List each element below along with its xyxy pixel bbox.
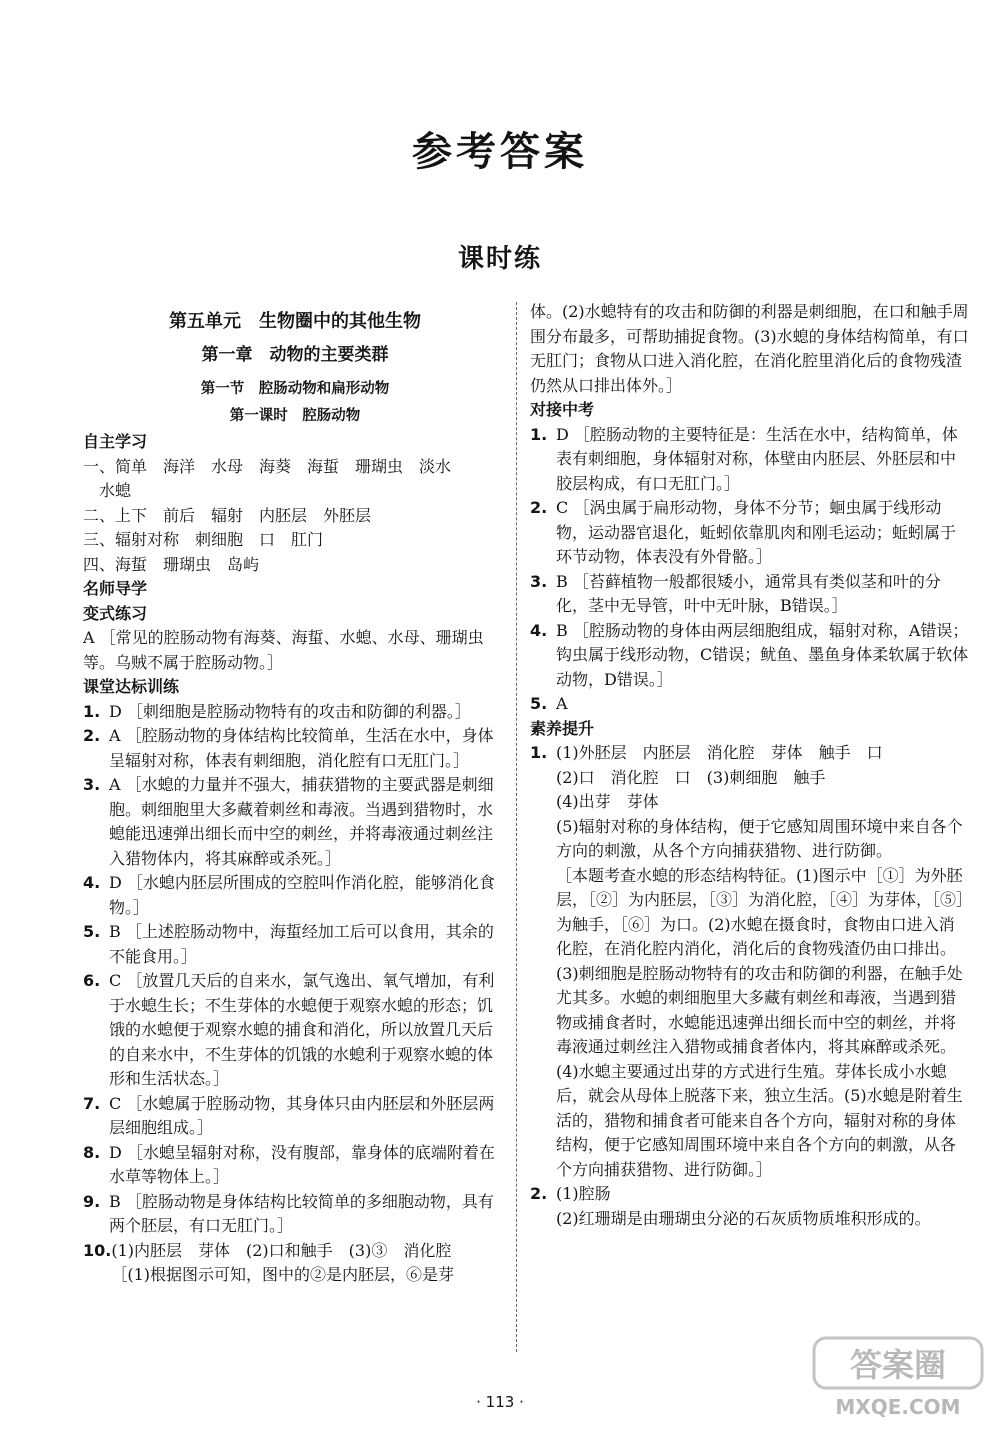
page-title: 参考答案 [412, 129, 588, 175]
answer-number: 5. [83, 922, 101, 941]
zizhu-line: 一、简单 海洋 水母 海葵 海蜇 珊瑚虫 淡水 水螅 [83, 456, 452, 500]
answer-number: 8. [83, 1142, 101, 1162]
lesson-heading: 第一课时 腔肠动物 [229, 407, 361, 424]
answer-text: B ［苔藓植物一般都很矮小，通常具有类似茎和叶的分化，茎中无导管，叶中无叶脉，B错误。］ [556, 571, 941, 615]
answer-number: 7. [83, 1093, 101, 1113]
mingshi-heading: 名师导学 [83, 579, 148, 598]
answer-number: 1. [83, 701, 101, 721]
answer-text: (1)外胚层 内胚层 消化腔 芽体 触手 口 (2)口 消化腔 口 (3)刺细胞 触手 (4)出芽 芽体 (5)辐射对称的身体结构，便于它感知周围环境中来自各个方向的刺激，从各个方向捕获猎物、进行防御。 ［本题考查水螅的形态结构特征。(1)图示中［①］为外胚层，［②］为内胚层，［③］为消化腔，［④］为芽体，［⑤］为触手，［⑥］为口。(2)水螅在摄食时，食物由口进入消化腔，在消化腔内消化，消化后的食物残渣仍由口排出。(3)刺细胞是腔肠动物特有的攻击和防御的利器，在触手处尤其多。水螅的刺细胞里大多藏有刺丝和毒液，当遇到猎物或捕食者时，水螅能迅速弹出细长而中空的刺丝，并将毒液通过刺丝注入猎物或捕食者体内，将其麻醉或杀死。(4)水螅主要通过出芽的方式进行生殖。芽体长成小水螅后，就会从母体上脱落下来，独立生活。(5)水螅是附着生活的，猎物和捕食者可能来自各个方向，辐射对称的身体结构，便于它感知周围环境中来自各个方向的刺激，从各个方向捕获猎物、进行防御。］ [556, 743, 965, 1179]
answer-number: 1. [530, 424, 548, 444]
answer-text: D ［水螅内胚层所围成的空腔叫作消化腔，能够消化食物。］ [109, 873, 495, 917]
answer-text: D ［水螅呈辐射对称，没有腹部，靠身体的底端附着在水草等物体上。］ [109, 1142, 495, 1186]
duijie-heading: 对接中考 [530, 400, 595, 419]
answer-item [530, 1182, 970, 1231]
answer-number: 10. [83, 1240, 112, 1260]
answer-item [83, 700, 507, 725]
answer-item [83, 871, 507, 920]
answer-text: C ［放置几天后的自来水，氯气逸出、氧气增加，有利于水螅生长；不生芽体的水螅便于观察水螅的形态；饥饿的水螅便于观察水螅的捕食和消化，所以放置几天后的自来水中，不生芽体的饥饿的水螅利于观察水螅的体形和生活状态。］ [109, 971, 495, 1088]
section-heading: 第一节 腔肠动物和扁形动物 [200, 381, 390, 397]
answer-text: (1)内胚层 芽体 (2)口和触手 (3)③ 消化腔 ［(1)根据图示可知，图中的②是内胚层，⑥是芽 [111, 1240, 455, 1284]
left-column [83, 300, 507, 1288]
answer-item [530, 619, 970, 693]
answer-number: 3. [83, 775, 101, 794]
zizhu-heading: 自主学习 [83, 432, 148, 451]
answer-number: 3. [530, 571, 548, 591]
answer-number: 4. [530, 620, 548, 640]
answer-text: D ［刺细胞是腔肠动物特有的攻击和防御的利器。］ [109, 701, 471, 721]
answer-text: D ［腔肠动物的主要特征是：生活在水中，结构简单，体表有刺细胞，身体辐射对称，体壁由内胚层、外胚层和中胶层构成，有口无肛门。］ [556, 424, 958, 493]
answer-item [530, 570, 970, 619]
continued-answer: 体。(2)水螅特有的攻击和防御的利器是刺细胞，在口和触手周围分布最多，可帮助捕捉食物。(3)水螅的身体结构简单，有口无肛门；食物从口进入消化腔，在消化腔里消化后的食物残渣仍然从口排出体外。］ [530, 302, 969, 395]
answer-item [83, 969, 507, 1092]
watermark-logo [808, 1336, 988, 1420]
answer-text: A [556, 694, 568, 713]
right-column [530, 300, 970, 1231]
answer-text: A ［水螅的力量并不强大，捕获猎物的主要武器是刺细胞。刺细胞里大多藏着刺丝和毒液。当遇到猎物时，水螅能迅速弹出细长而中空的刺丝，并将毒液通过刺丝注入猎物体内，将其麻醉或杀死。］ [109, 775, 494, 868]
answer-item [530, 423, 970, 497]
suyang-heading: 素养提升 [530, 718, 595, 738]
answer-text: C ［涡虫属于扁形动物，身体不分节；蛔虫属于线形动物，运动器官退化，蚯蚓依靠肌肉和刚毛运动；蚯蚓属于环节动物，体表没有外骨骼。］ [556, 498, 957, 566]
answer-text: A ［腔肠动物的身体结构比较简单，生活在水中，身体呈辐射对称，体表有刺细胞，消化腔有口无肛门。］ [109, 726, 494, 770]
answer-text: C ［水螅属于腔肠动物，其身体只由内胚层和外胚层两层细胞组成。］ [109, 1093, 495, 1137]
watermark-url: MXQE.COM [835, 1395, 961, 1419]
answer-text: (1)腔肠 (2)红珊瑚是由珊瑚虫分泌的石灰质物质堆积形成的。 [556, 1184, 931, 1228]
answer-item [83, 1190, 507, 1239]
bianshi-answer: A ［常见的腔肠动物有海葵、海蜇、水螅、水母、珊瑚虫等。乌贼不属于腔肠动物。］ [83, 628, 484, 672]
zizhu-line: 三、辐射对称 刺细胞 口 肛门 [83, 530, 324, 549]
answer-number: 2. [530, 498, 548, 517]
answer-item [83, 1239, 507, 1288]
section-title: 课时练 [457, 244, 542, 274]
answer-number: 2. [530, 1184, 548, 1203]
answer-text: B ［腔肠动物是身体结构比较简单的多细胞动物，具有两个胚层，有口无肛门。］ [109, 1191, 494, 1235]
column-divider [516, 302, 517, 1352]
answer-item [83, 773, 507, 871]
zizhu-line: 四、海蜇 珊瑚虫 岛屿 [83, 554, 260, 574]
unit-heading: 第五单元 生物圈中的其他生物 [169, 311, 421, 332]
answer-item [83, 920, 507, 969]
answer-item [530, 692, 970, 717]
answer-number: 6. [83, 971, 101, 990]
chapter-heading: 第一章 动物的主要类群 [201, 344, 389, 365]
answer-item [83, 724, 507, 773]
zizhu-line: 二、上下 前后 辐射 内胚层 外胚层 [83, 505, 372, 525]
answer-text: B ［腔肠动物的身体由两层细胞组成，辐射对称，A错误；钩虫属于线形动物，C错误；鱿鱼、墨鱼身体柔软属于软体动物，D错误。］ [556, 620, 969, 689]
answer-item [83, 1092, 507, 1141]
answer-item [530, 496, 970, 570]
answer-text: B ［上述腔肠动物中，海蜇经加工后可以食用，其余的不能食用。］ [109, 922, 494, 966]
bianshi-heading: 变式练习 [83, 603, 148, 623]
answer-item [530, 741, 970, 1182]
answer-number: 2. [83, 726, 101, 745]
answer-number: 1. [530, 743, 548, 762]
answer-number: 5. [530, 694, 548, 713]
answer-number: 4. [83, 873, 101, 892]
answer-item [83, 1141, 507, 1190]
ketang-heading: 课堂达标训练 [83, 677, 180, 696]
watermark-text: 答案圈 [849, 1346, 947, 1384]
answer-number: 9. [83, 1191, 101, 1211]
page-number: · 113 · [476, 1393, 524, 1411]
